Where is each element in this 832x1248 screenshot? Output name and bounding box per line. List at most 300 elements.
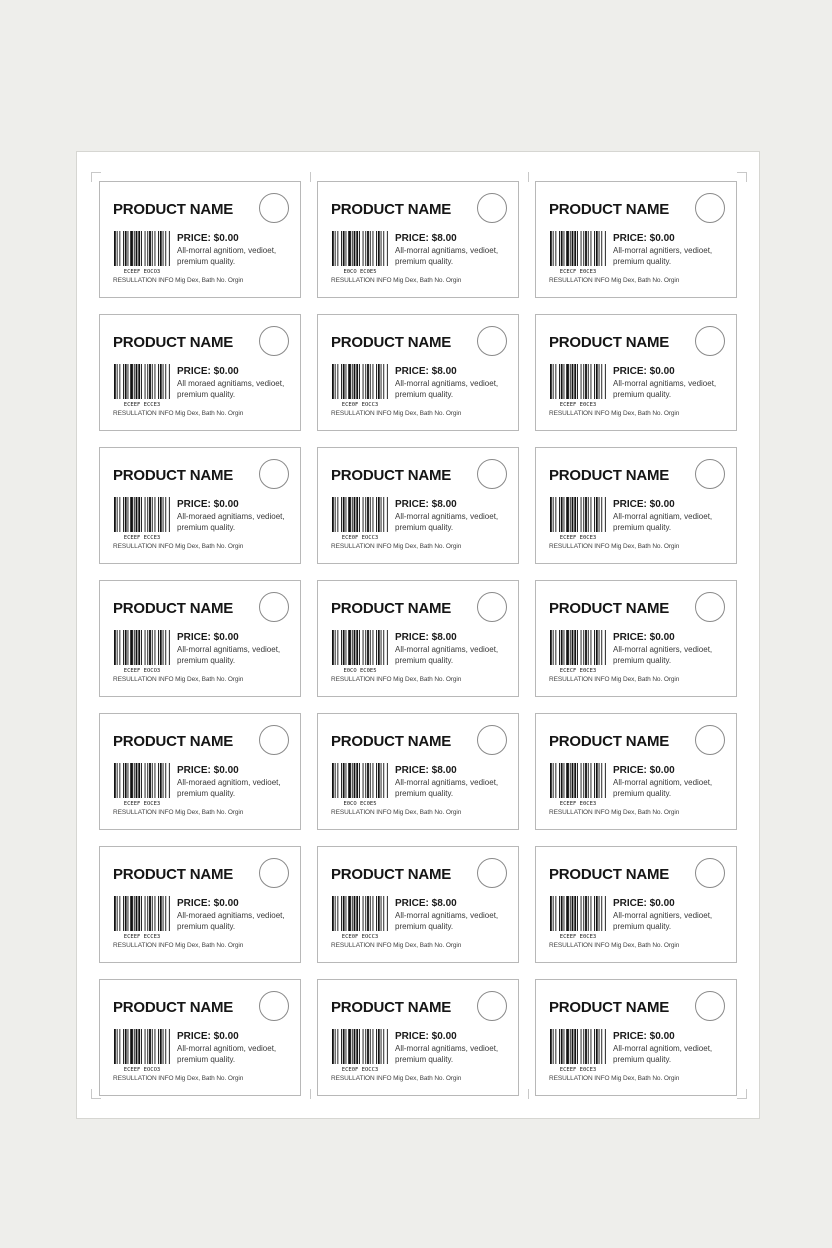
regulation-info: RESULLATION INFO Mig Dex, Bath No. Orgin [331, 277, 462, 284]
barcode-bar [130, 896, 133, 931]
barcode-bar [138, 364, 140, 399]
barcode [331, 497, 389, 540]
regulation-info: RESULLATION INFO Mig Dex, Bath No. Orgin [331, 1075, 462, 1082]
barcode-bar [378, 497, 380, 532]
price: PRICE: $0.00 [613, 499, 675, 510]
description [613, 777, 731, 799]
barcode [549, 1029, 607, 1072]
product-label [99, 713, 301, 830]
barcode-bar [119, 630, 120, 665]
product-name: PRODUCT NAME [549, 999, 670, 1016]
hang-hole-circle [695, 592, 725, 622]
crop-mark [91, 172, 92, 182]
barcode-bar [136, 1029, 138, 1064]
description-line: premium quality. [395, 257, 454, 266]
barcode-bar [367, 497, 369, 532]
barcode-bar [134, 231, 135, 266]
barcode-bar [165, 364, 166, 399]
barcode-bar [566, 364, 569, 399]
barcode-bar [123, 364, 124, 399]
barcode-bar [601, 1029, 602, 1064]
barcode-bar [572, 231, 574, 266]
barcode [331, 896, 389, 939]
barcode-bar [332, 231, 334, 266]
barcode-bar [149, 896, 151, 931]
barcode-bar [169, 763, 170, 798]
barcode-bar [343, 1029, 345, 1064]
barcode-bar [605, 896, 606, 931]
barcode-bar [572, 497, 574, 532]
barcode-bar [585, 497, 587, 532]
barcode-bar [141, 630, 142, 665]
barcode-bar [553, 364, 554, 399]
product-name: PRODUCT NAME [331, 866, 452, 883]
description [177, 245, 295, 267]
crop-mark [91, 1089, 92, 1099]
barcode-bar [169, 497, 170, 532]
barcode-bar [561, 630, 563, 665]
barcode-bar [553, 231, 554, 266]
price: PRICE: $8.00 [395, 499, 457, 510]
barcode-bar [376, 231, 377, 266]
barcode-bar [378, 1029, 380, 1064]
product-name: PRODUCT NAME [113, 600, 234, 617]
hang-hole-circle [259, 459, 289, 489]
hang-hole-circle [695, 725, 725, 755]
barcode-bar [566, 497, 569, 532]
barcode-bar [346, 364, 347, 399]
barcode-bar [348, 896, 351, 931]
barcode-bar [354, 896, 356, 931]
barcode-bar [160, 763, 162, 798]
price: PRICE: $0.00 [177, 366, 239, 377]
hang-hole-circle [259, 858, 289, 888]
barcode-bar [367, 896, 369, 931]
barcode-bar [138, 1029, 140, 1064]
barcode-bar [343, 630, 345, 665]
barcode-bar [601, 630, 602, 665]
barcode-bar [117, 364, 118, 399]
regulation-info: RESULLATION INFO Mig Dex, Bath No. Orgin [549, 676, 680, 683]
barcode [549, 896, 607, 939]
product-name: PRODUCT NAME [331, 467, 452, 484]
barcode-bar [381, 231, 382, 266]
description-line: All-morral agnitiams, vedioet, [395, 379, 499, 388]
barcode-bar [138, 630, 140, 665]
barcode [549, 630, 607, 673]
product-name: PRODUCT NAME [113, 866, 234, 883]
barcode-bar [145, 364, 146, 399]
barcode-bar [114, 231, 116, 266]
barcode-bar [564, 896, 565, 931]
barcode-bar [130, 497, 133, 532]
barcode-bar [123, 763, 124, 798]
barcode-bar [566, 231, 569, 266]
barcode-bar [165, 896, 166, 931]
barcode-digits: ECE0F EOCC3 [341, 402, 379, 407]
description-line: premium quality. [177, 390, 236, 399]
description [177, 644, 295, 666]
description [177, 511, 295, 533]
barcode-bar [601, 896, 602, 931]
barcode-bar [577, 364, 578, 399]
barcode-bar [348, 630, 351, 665]
description [395, 644, 513, 666]
barcode-bar [387, 1029, 388, 1064]
description [395, 1043, 513, 1065]
barcode-bar [147, 497, 148, 532]
regulation-info: RESULLATION INFO Mig Dex, Bath No. Orgin [549, 543, 680, 550]
product-name: PRODUCT NAME [331, 201, 452, 218]
barcode-bar [341, 364, 342, 399]
crop-mark [91, 1098, 101, 1099]
barcode-bar [373, 497, 374, 532]
barcode-bar [163, 231, 164, 266]
barcode-bar [594, 231, 595, 266]
description-line: premium quality. [613, 257, 672, 266]
barcode-bar [158, 630, 159, 665]
barcode-digits: ECEEF EOCO3 [123, 668, 161, 673]
barcode-bar [155, 231, 156, 266]
barcode-bar [363, 763, 364, 798]
barcode-bar [359, 1029, 360, 1064]
price: PRICE: $8.00 [395, 898, 457, 909]
barcode-bar [383, 763, 384, 798]
barcode-bar [572, 763, 574, 798]
description-line: premium quality. [177, 1055, 236, 1064]
barcode-bar [376, 1029, 377, 1064]
description-line: All-morral agnitiom, vedioet, [613, 778, 713, 787]
barcode-bar [376, 763, 377, 798]
barcode-bar [123, 896, 124, 931]
description-line: All-morral agnitiams, vedioet, [613, 379, 717, 388]
product-name: PRODUCT NAME [113, 467, 234, 484]
regulation-info: RESULLATION INFO Mig Dex, Bath No. Orgin [331, 410, 462, 417]
barcode-bar [583, 896, 584, 931]
barcode-bar [381, 763, 382, 798]
barcode-bar [346, 1029, 347, 1064]
barcode-bar [119, 896, 120, 931]
barcode-bar [119, 763, 120, 798]
barcode-bar [346, 231, 347, 266]
barcode-bar [387, 231, 388, 266]
product-name: PRODUCT NAME [549, 201, 670, 218]
description-line: All-morral agnitiom, vedioet, [177, 246, 277, 255]
barcode-bar [370, 1029, 371, 1064]
barcode-bar [572, 896, 574, 931]
hang-hole-circle [695, 459, 725, 489]
barcode-bar [564, 364, 565, 399]
barcode-bar [599, 630, 600, 665]
hang-hole-circle [695, 991, 725, 1021]
description [613, 910, 731, 932]
barcode-digits: ECEEF ECCE3 [123, 934, 161, 939]
barcode-bar [583, 364, 584, 399]
barcode-digits: ECECF E0CE3 [559, 269, 597, 274]
description-line: All-morral agnitiers, vedioet, [613, 246, 713, 255]
description [613, 245, 731, 267]
barcode-bar [572, 1029, 574, 1064]
barcode-bar [149, 497, 151, 532]
product-name: PRODUCT NAME [549, 733, 670, 750]
barcode-digits: E0CO EC0E5 [343, 668, 377, 673]
barcode-bar [570, 1029, 571, 1064]
barcode-bar [356, 896, 358, 931]
product-label [535, 979, 737, 1096]
barcode-bar [367, 630, 369, 665]
barcode-bar [365, 497, 366, 532]
barcode-bar [585, 896, 587, 931]
barcode-bar [348, 1029, 351, 1064]
barcode-bar [165, 1029, 166, 1064]
barcode-bar [588, 497, 589, 532]
barcode-bar [373, 763, 374, 798]
barcode-bar [559, 896, 560, 931]
hang-hole-circle [695, 326, 725, 356]
barcode-bar [594, 763, 595, 798]
barcode-bar [155, 364, 156, 399]
barcode-bar [594, 896, 595, 931]
hang-hole-circle [695, 193, 725, 223]
barcode-bar [367, 763, 369, 798]
barcode-bar [555, 630, 556, 665]
barcode-bar [596, 896, 598, 931]
barcode-bar [363, 231, 364, 266]
barcode-bar [381, 630, 382, 665]
barcode-bar [341, 763, 342, 798]
barcode-bar [367, 231, 369, 266]
barcode-bar [134, 364, 135, 399]
product-name: PRODUCT NAME [331, 999, 452, 1016]
product-label [535, 713, 737, 830]
barcode-bar [145, 231, 146, 266]
description [395, 245, 513, 267]
barcode-bar [555, 763, 556, 798]
barcode-bar [601, 763, 602, 798]
description-line: All-morral agnitiams, vedioet, [395, 246, 499, 255]
barcode-bar [559, 763, 560, 798]
hang-hole-circle [477, 326, 507, 356]
barcode-bar [134, 896, 135, 931]
hang-hole-circle [695, 858, 725, 888]
barcode-bar [363, 896, 364, 931]
barcode-bar [387, 364, 388, 399]
price: PRICE: $0.00 [177, 765, 239, 776]
barcode-bar [145, 630, 146, 665]
barcode-bar [136, 497, 138, 532]
barcode-bar [117, 497, 118, 532]
barcode-bar [346, 763, 347, 798]
barcode-bar [594, 497, 595, 532]
barcode-bar [359, 763, 360, 798]
barcode-bar [117, 1029, 118, 1064]
barcode-bar [376, 896, 377, 931]
barcode-bar [134, 1029, 135, 1064]
barcode-bar [605, 231, 606, 266]
description-line: premium quality. [613, 1055, 672, 1064]
barcode-bar [354, 1029, 356, 1064]
product-label [317, 713, 519, 830]
barcode-bar [588, 231, 589, 266]
description-line: All-morral agnitiams, vedioet, [395, 645, 499, 654]
description-line: premium quality. [395, 789, 454, 798]
product-name: PRODUCT NAME [331, 600, 452, 617]
barcode-bar [119, 364, 120, 399]
barcode-bar [343, 896, 345, 931]
barcode-bar [341, 231, 342, 266]
barcode-bar [332, 1029, 334, 1064]
barcode-bar [128, 364, 129, 399]
barcode-bar [588, 1029, 589, 1064]
barcode-bar [591, 630, 592, 665]
barcode-bar [123, 497, 124, 532]
barcode-bar [387, 497, 388, 532]
barcode-bar [561, 231, 563, 266]
barcode-bar [337, 896, 338, 931]
barcode-bar [588, 763, 589, 798]
regulation-info: RESULLATION INFO Mig Dex, Bath No. Orgin [331, 676, 462, 683]
barcode [549, 364, 607, 407]
description-line: All-morral agnitiams, vedioet, [395, 512, 499, 521]
barcode-bar [158, 497, 159, 532]
barcode-bar [599, 896, 600, 931]
barcode-bar [158, 231, 159, 266]
barcode-bar [152, 497, 153, 532]
barcode-bar [335, 630, 336, 665]
description-line: All-moraed agnitiams, vedioet, [177, 512, 285, 521]
barcode-bar [378, 630, 380, 665]
barcode-bar [354, 497, 356, 532]
barcode-bar [343, 231, 345, 266]
barcode-bar [561, 497, 563, 532]
barcode-bar [149, 763, 151, 798]
barcode [331, 763, 389, 806]
barcode-bar [561, 1029, 563, 1064]
barcode-bar [337, 497, 338, 532]
barcode-bar [577, 1029, 578, 1064]
barcode-bar [163, 896, 164, 931]
barcode-bar [591, 364, 592, 399]
barcode-bar [387, 896, 388, 931]
product-name: PRODUCT NAME [113, 999, 234, 1016]
barcode-bar [566, 1029, 569, 1064]
barcode-bar [348, 763, 351, 798]
barcode-bar [147, 1029, 148, 1064]
barcode-bar [555, 1029, 556, 1064]
description-line: premium quality. [177, 789, 236, 798]
hang-hole-circle [477, 592, 507, 622]
barcode [549, 763, 607, 806]
barcode-bar [574, 497, 576, 532]
regulation-info: RESULLATION INFO Mig Dex, Bath No. Orgin [113, 410, 244, 417]
product-name: PRODUCT NAME [113, 733, 234, 750]
barcode-bar [566, 763, 569, 798]
product-label [317, 846, 519, 963]
barcode-bar [378, 231, 380, 266]
barcode-bar [117, 896, 118, 931]
barcode-bar [125, 763, 127, 798]
barcode-bar [365, 364, 366, 399]
product-name: PRODUCT NAME [331, 334, 452, 351]
barcode-bar [165, 630, 166, 665]
barcode-bar [555, 497, 556, 532]
description [395, 777, 513, 799]
barcode-bar [373, 630, 374, 665]
barcode [549, 497, 607, 540]
barcode-bar [136, 364, 138, 399]
barcode-bar [163, 763, 164, 798]
barcode-bar [373, 231, 374, 266]
barcode-bar [363, 1029, 364, 1064]
barcode-bar [335, 763, 336, 798]
barcode-bar [165, 497, 166, 532]
barcode-bar [564, 231, 565, 266]
barcode-bar [559, 630, 560, 665]
barcode-bar [550, 231, 552, 266]
barcode-bar [559, 231, 560, 266]
barcode-bar [332, 763, 334, 798]
barcode [331, 630, 389, 673]
barcode-bar [550, 497, 552, 532]
barcode-bar [160, 231, 162, 266]
barcode-bar [373, 1029, 374, 1064]
barcode-bar [341, 497, 342, 532]
barcode-bar [359, 231, 360, 266]
barcode-bar [149, 1029, 151, 1064]
barcode-bar [343, 497, 345, 532]
description-line: premium quality. [613, 656, 672, 665]
barcode-bar [376, 497, 377, 532]
hang-hole-circle [477, 193, 507, 223]
barcode-bar [337, 630, 338, 665]
barcode-bar [572, 630, 574, 665]
description-line: All-morral agnitiers, vedioet, [613, 645, 713, 654]
description-line: premium quality. [395, 1055, 454, 1064]
barcode-bar [354, 763, 356, 798]
barcode-bar [125, 364, 127, 399]
barcode-bar [585, 630, 587, 665]
barcode-bar [553, 896, 554, 931]
barcode-bar [147, 896, 148, 931]
barcode-bar [581, 1029, 582, 1064]
barcode-bar [123, 231, 124, 266]
barcode-bar [591, 763, 592, 798]
barcode-bar [152, 630, 153, 665]
barcode-bar [114, 896, 116, 931]
barcode-bar [594, 364, 595, 399]
barcode-bar [117, 763, 118, 798]
barcode-bar [130, 763, 133, 798]
barcode-bar [125, 630, 127, 665]
barcode-bar [365, 231, 366, 266]
barcode-bar [574, 364, 576, 399]
barcode-bar [160, 364, 162, 399]
barcode-bar [553, 763, 554, 798]
barcode-bar [359, 497, 360, 532]
regulation-info: RESULLATION INFO Mig Dex, Bath No. Orgin [113, 942, 244, 949]
barcode-bar [570, 497, 571, 532]
barcode-bar [570, 364, 571, 399]
barcode-bar [370, 497, 371, 532]
product-label [99, 181, 301, 298]
product-name: PRODUCT NAME [549, 467, 670, 484]
barcode-bar [147, 763, 148, 798]
barcode-bar [149, 231, 151, 266]
barcode-digits: ECEEF E0CE3 [559, 934, 597, 939]
regulation-info: RESULLATION INFO Mig Dex, Bath No. Orgin [549, 809, 680, 816]
product-label [535, 580, 737, 697]
barcode-bar [566, 630, 569, 665]
